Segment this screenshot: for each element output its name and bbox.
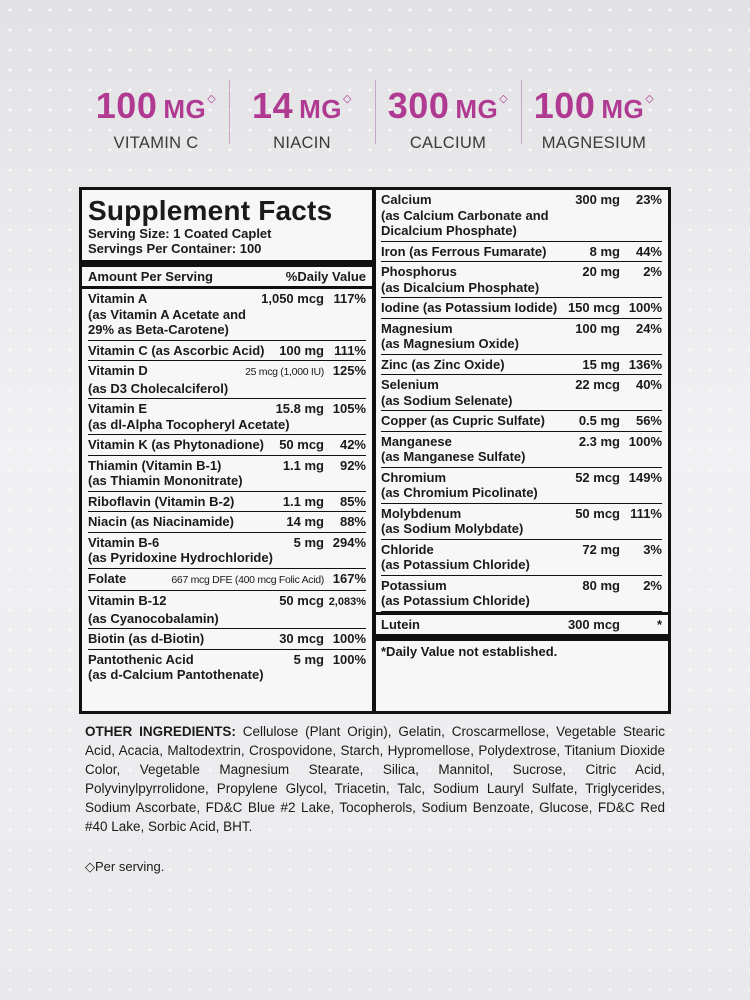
stat-value: 100 MG◇ — [95, 85, 217, 126]
nutrient-dv: 111% — [334, 342, 366, 358]
nutrient-dv: 23% — [635, 192, 662, 207]
nutrient-amount: 50 mcg — [575, 505, 620, 521]
nutrient-dv: 56% — [635, 413, 662, 428]
stat-label: NIACIN — [273, 134, 331, 152]
nutrient-row — [381, 242, 662, 263]
other-ingredients — [85, 722, 665, 836]
nutrient-amount: 1,050 mcg — [261, 291, 324, 306]
nutrient-amount: 50 mcg — [279, 593, 324, 608]
nutrient-source: (as Sodium Molybdate) — [381, 521, 524, 536]
nutrient-amount: 300 mcg — [567, 616, 620, 632]
facts-title: Supplement Facts — [88, 195, 333, 226]
nutrient-dv: 100% — [332, 631, 366, 646]
nutrient-row — [88, 591, 366, 629]
nutrient-amount: 50 mcg — [279, 437, 324, 452]
nutrient-dv: 294% — [332, 534, 366, 550]
thick-divider — [82, 260, 372, 267]
nutrient-source: (as Thiamin Mononitrate) — [88, 473, 243, 488]
nutrient-amount: 1.1 mg — [282, 493, 324, 509]
nutrient-source: (as Calcium Carbonate and — [381, 207, 549, 223]
nutrient-name: Pantothenic Acid — [88, 651, 194, 667]
nutrient-source: (as Potassium Chloride) — [381, 593, 530, 608]
nutrient-source: (as Sodium Selenate) — [381, 392, 513, 408]
nutrient-dv: 40% — [635, 377, 662, 392]
stat-magnesium — [521, 80, 667, 152]
nutrient-name: Chloride — [381, 541, 434, 557]
nutrient-name: Vitamin B-12 — [88, 593, 167, 608]
nutrient-dv: 88% — [339, 514, 366, 529]
nutrient-row — [88, 341, 366, 362]
nutrient-dv: 105% — [332, 401, 366, 416]
nutrient-name: Chromium — [381, 469, 446, 485]
nutrient-amount: 100 mg — [575, 320, 620, 336]
nutrient-amount: 15.8 mg — [275, 401, 324, 416]
nutrient-row — [381, 411, 662, 432]
nutrient-amount: 72 mg — [582, 541, 620, 557]
nutrient-name: Thiamin (Vitamin B-1) — [88, 457, 222, 473]
left-nutrient-list — [88, 289, 366, 685]
facts-left-column — [82, 190, 376, 711]
nutrient-dv: 2,083% — [328, 596, 366, 608]
nutrient-dv: 85% — [339, 493, 366, 509]
nutrient-amount: 667 mcg DFE (400 mcg Folic Acid) — [171, 573, 324, 586]
nutrient-dv: 100% — [628, 433, 662, 449]
nutrient-row — [88, 361, 366, 399]
column-header — [88, 267, 366, 286]
nutrient-name: Manganese — [381, 433, 452, 449]
nutrient-amount: 300 mg — [575, 192, 620, 207]
supplement-facts-panel — [79, 187, 671, 714]
nutrient-amount: 8 mg — [589, 243, 620, 259]
nutrient-dv: 111% — [630, 505, 662, 521]
nutrient-source: (as Vitamin A Acetate and — [88, 306, 246, 322]
nutrient-row — [381, 504, 662, 540]
nutrient-name: Calcium — [381, 192, 432, 207]
nutrient-row — [88, 492, 366, 513]
stat-label: MAGNESIUM — [541, 134, 647, 152]
nutrient-amount: 14 mg — [286, 514, 324, 529]
nutrient-amount: 5 mg — [293, 534, 324, 550]
stat-niacin — [229, 80, 375, 152]
nutrient-amount: 30 mcg — [279, 631, 324, 646]
nutrient-row — [88, 533, 366, 569]
nutrient-row — [88, 435, 366, 456]
nutrient-row — [381, 319, 662, 355]
nutrient-name: Magnesium — [381, 320, 453, 336]
nutrient-source: (as Potassium Chloride) — [381, 557, 530, 572]
nutrient-dv: 100% — [628, 300, 662, 315]
stat-calcium — [375, 80, 521, 152]
nutrient-name: Molybdenum — [381, 505, 462, 521]
nutrient-amount: 2.3 mg — [578, 433, 620, 449]
nutrient-name: Iron (as Ferrous Fumarate) — [381, 243, 547, 259]
nutrient-dv: 125% — [332, 363, 366, 378]
nutrient-source: (as dl-Alpha Tocopheryl Acetate) — [88, 416, 290, 432]
nutrient-amount: 1.1 mg — [282, 457, 324, 473]
nutrient-amount: 150 mcg — [567, 300, 620, 315]
nutrient-source: (as D3 Cholecalciferol) — [88, 380, 229, 396]
nutrient-dv: 24% — [635, 320, 662, 336]
nutrient-name: Lutein — [381, 616, 420, 632]
nutrient-source: (as Cyanocobalamin) — [88, 610, 219, 626]
nutrient-name: Vitamin K (as Phytonadione) — [88, 437, 265, 452]
stat-value: 14 MG◇ — [252, 85, 352, 126]
nutrient-row — [88, 399, 366, 435]
nutrient-name: Vitamin E — [88, 401, 148, 416]
nutrient-dv: 92% — [339, 457, 366, 473]
nutrient-source: (as d-Calcium Pantothenate) — [88, 667, 264, 682]
nutrient-amount: 100 mg — [279, 342, 324, 358]
nutrient-name: Selenium — [381, 377, 439, 392]
nutrient-row — [88, 629, 366, 650]
nutrient-source: (as Manganese Sulfate) — [381, 449, 526, 464]
nutrient-name: Folate — [88, 570, 127, 586]
nutrient-dv: 149% — [628, 469, 662, 485]
nutrient-dv: 2% — [643, 577, 662, 593]
nutrient-row — [381, 576, 662, 612]
nutrient-source: Dicalcium Phosphate) — [381, 223, 517, 238]
nutrient-row — [381, 540, 662, 576]
other-ingredients-text: Cellulose (Plant Origin), Gelatin, Croscarmellose, Vegetable Stearic Acid, Acacia, Maltodextrin, Crospovidone, Starch, Hypromellose, Polydextrose, Titanium Dioxide Color, Vegetable Magnesium Stearate, Silica, Mannitol, Sucrose, Citric Acid, Polyvinylpyrrolidone, Propylene Glycol, Triacetin, Talc, Sodium Lauryl Sulfate, Triglycerides, Sodium Ascorbate, FD&C Blue #2 Lake, Tocopherols, Sodium Benzoate, Glucose, FD&C Red #40 Lake, Sorbic Acid, BHT. — [85, 724, 665, 834]
stat-value: 300 MG◇ — [387, 85, 509, 126]
servings-per-container: Servings Per Container: 100 — [88, 241, 262, 256]
nutrient-row — [88, 456, 366, 492]
nutrient-name: Iodine (as Potassium Iodide) — [381, 300, 558, 315]
facts-right-column — [376, 190, 668, 711]
nutrient-amount: 52 mcg — [575, 469, 620, 485]
nutrient-name: Riboflavin (Vitamin B-2) — [88, 493, 235, 509]
nutrient-amount: 15 mg — [582, 356, 620, 372]
stat-vitamin-c — [84, 80, 229, 152]
nutrient-name: Potassium — [381, 577, 447, 593]
dv-footnote: *Daily Value not established. — [381, 644, 558, 659]
dv-header: %Daily Value — [285, 269, 366, 284]
nutrient-source: (as Chromium Picolinate) — [381, 485, 538, 500]
nutrient-dv: 3% — [643, 541, 662, 557]
amount-header: Amount Per Serving — [88, 269, 213, 284]
nutrient-name: Zinc (as Zinc Oxide) — [381, 356, 505, 372]
nutrient-amount: 5 mg — [293, 651, 324, 667]
nutrient-dv: 100% — [332, 651, 366, 667]
nutrient-row-lutein — [376, 612, 668, 642]
nutrient-dv: 2% — [643, 264, 662, 279]
nutrient-dv: * — [656, 616, 662, 632]
nutrient-name: Vitamin B-6 — [88, 534, 160, 550]
nutrient-name: Phosphorus — [381, 264, 457, 279]
nutrient-amount: 25 mcg (1,000 IU) — [245, 366, 324, 378]
nutrient-amount: 20 mg — [582, 264, 620, 279]
nutrient-dv: 42% — [339, 437, 366, 452]
nutrient-name: Copper (as Cupric Sulfate) — [381, 413, 545, 428]
stat-label: CALCIUM — [409, 134, 487, 152]
stat-label: VITAMIN C — [113, 134, 199, 152]
nutrient-source: (as Pyridoxine Hydrochloride) — [88, 550, 273, 565]
nutrient-name: Vitamin A — [88, 291, 148, 306]
nutrient-amount: 0.5 mg — [578, 413, 620, 428]
nutrient-dv: 167% — [332, 570, 366, 586]
nutrient-source: (as Dicalcium Phosphate) — [381, 279, 540, 295]
nutrient-row — [381, 355, 662, 376]
nutrient-dv: 44% — [635, 243, 662, 259]
stat-value: 100 MG◇ — [533, 85, 655, 126]
other-ingredients-label: OTHER INGREDIENTS: — [85, 724, 236, 739]
nutrient-name: Niacin (as Niacinamide) — [88, 514, 234, 529]
highlight-stats — [0, 80, 750, 152]
nutrient-row — [381, 432, 662, 468]
nutrient-name: Biotin (as d-Biotin) — [88, 631, 205, 646]
nutrient-amount: 22 mcg — [575, 377, 620, 392]
nutrient-row — [381, 298, 662, 319]
nutrient-row — [88, 650, 366, 685]
nutrient-row — [88, 569, 366, 592]
nutrient-row — [381, 375, 662, 411]
serving-size: Serving Size: 1 Coated Caplet — [88, 226, 272, 241]
nutrient-dv: 136% — [628, 356, 662, 372]
nutrient-name: Vitamin D — [88, 363, 148, 378]
nutrient-dv: 117% — [333, 291, 366, 306]
nutrient-source: 29% as Beta-Carotene) — [88, 322, 229, 337]
nutrient-name: Vitamin C (as Ascorbic Acid) — [88, 342, 265, 358]
nutrient-row — [381, 468, 662, 504]
nutrient-amount: 80 mg — [582, 577, 620, 593]
nutrient-row — [381, 262, 662, 298]
nutrient-row — [88, 512, 366, 533]
per-serving-note: ◇Per serving. — [85, 859, 165, 874]
nutrient-row — [381, 190, 662, 242]
right-nutrient-list — [381, 190, 662, 612]
nutrient-source: (as Magnesium Oxide) — [381, 336, 519, 351]
nutrient-row — [88, 289, 366, 341]
